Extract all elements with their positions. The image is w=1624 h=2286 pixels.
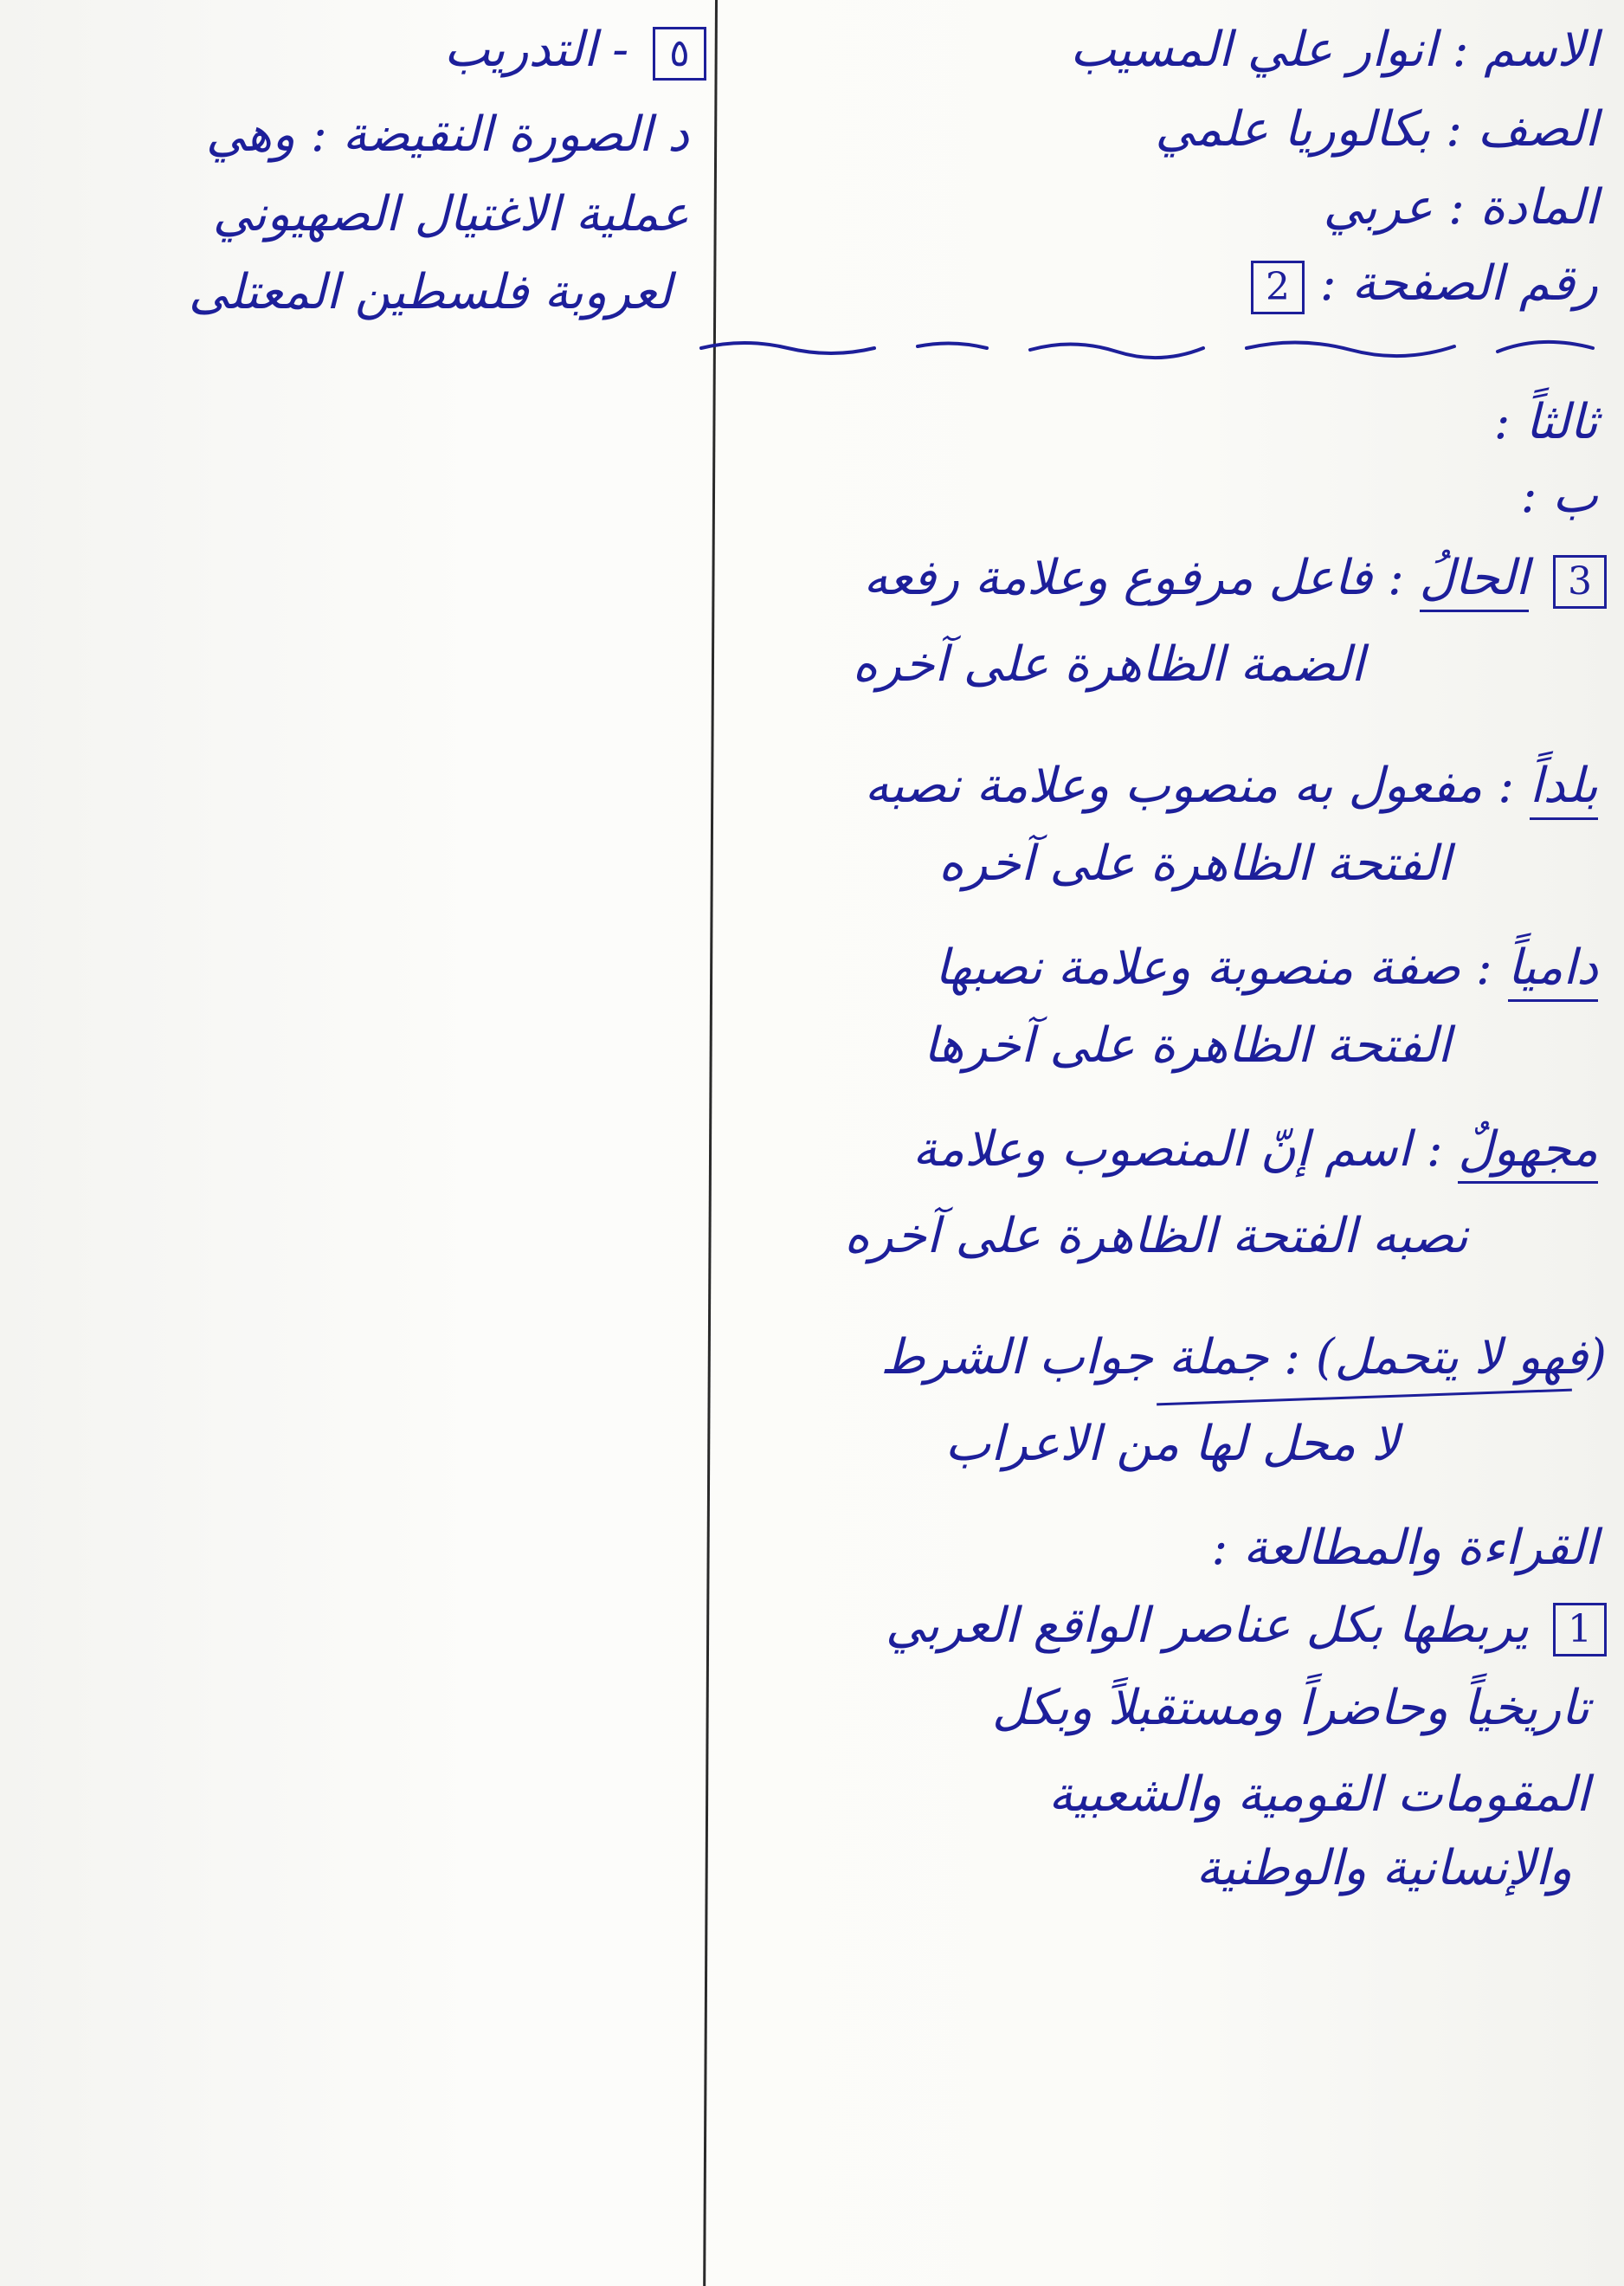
page-number-label: رقم الصفحة : [1319, 255, 1598, 312]
irab-line1-2: : مفعول به منصوب وعلامة نصبه [864, 758, 1515, 814]
section-b: ب : [1520, 468, 1598, 524]
student-name: الاسم : انوار علي المسيب [1070, 22, 1598, 78]
wavy-separator [693, 329, 1610, 364]
page-number-box: 2 [1251, 261, 1305, 314]
left-line-1: - التدريب [443, 22, 629, 78]
reading-text-1: يربطها بكل عناصر الواقع العربي [885, 1598, 1530, 1654]
irab-line2-4: نصبه الفتحة الظاهرة على آخره [844, 1208, 1468, 1264]
irab-word-4: مجهولٌ [1458, 1121, 1598, 1184]
item3-number-box: 3 [1553, 555, 1607, 609]
irab-line1-3: : صفة منصوبة وعلامة نصبها [934, 940, 1492, 996]
left-line-4: لعروبة فلسطين المعتلى [188, 264, 672, 320]
student-grade: الصف : بكالوريا علمي [1155, 101, 1598, 158]
irab-word-1: الحالُ [1420, 550, 1530, 612]
irab-word-3: دامياً [1508, 940, 1598, 1002]
sentence-phrase: (فهو لا يتحمل) [1315, 1329, 1607, 1385]
left-line-2: د الصورة النقيضة : وهي [205, 107, 689, 163]
left-q-number: ٥ [653, 27, 706, 81]
reading-line-4: والإنسانية والوطنية [1195, 1840, 1572, 1896]
reading-title: القراءة والمطالعة : [1211, 1520, 1598, 1576]
irab-line1-1: : فاعل مرفوع وعلامة رفعه [863, 550, 1404, 606]
irab-line1-4: : اسم إنّ المنصوب وعلامة [912, 1121, 1443, 1178]
reading-line-3: المقومات القومية والشعبية [1048, 1766, 1589, 1823]
irab-line2-2: الفتحة الظاهرة على آخره [938, 836, 1451, 892]
irab-line2-3: الفتحة الظاهرة على آخرها [923, 1017, 1451, 1074]
irab-item-3 [934, 940, 1598, 996]
irab-word-2: بلداً [1530, 758, 1598, 820]
left-line-3: عملية الاغتيال الصهيوني [212, 186, 689, 242]
subject-label: المادة : عربي [1323, 179, 1598, 236]
irab-item-1 [863, 550, 1607, 609]
irab-item-4 [912, 1121, 1598, 1178]
irab-item-2 [864, 758, 1598, 814]
reading-line-2: تاريخياً وحاضراً ومستقبلاً وبكل [991, 1680, 1589, 1736]
sentence-irab [880, 1329, 1607, 1385]
reading-line-1 [885, 1598, 1607, 1656]
sentence-line-1: : جملة جواب الشرط [880, 1329, 1301, 1385]
irab-line2-1: الضمة الظاهرة على آخره [852, 636, 1364, 693]
sentence-line-2: لا محل لها من الاعراب [944, 1416, 1399, 1472]
left-q-row [443, 22, 706, 81]
page-number-row [1242, 255, 1598, 314]
section-third: ثالثاً : [1493, 394, 1598, 450]
reading-number-box: 1 [1553, 1603, 1607, 1656]
